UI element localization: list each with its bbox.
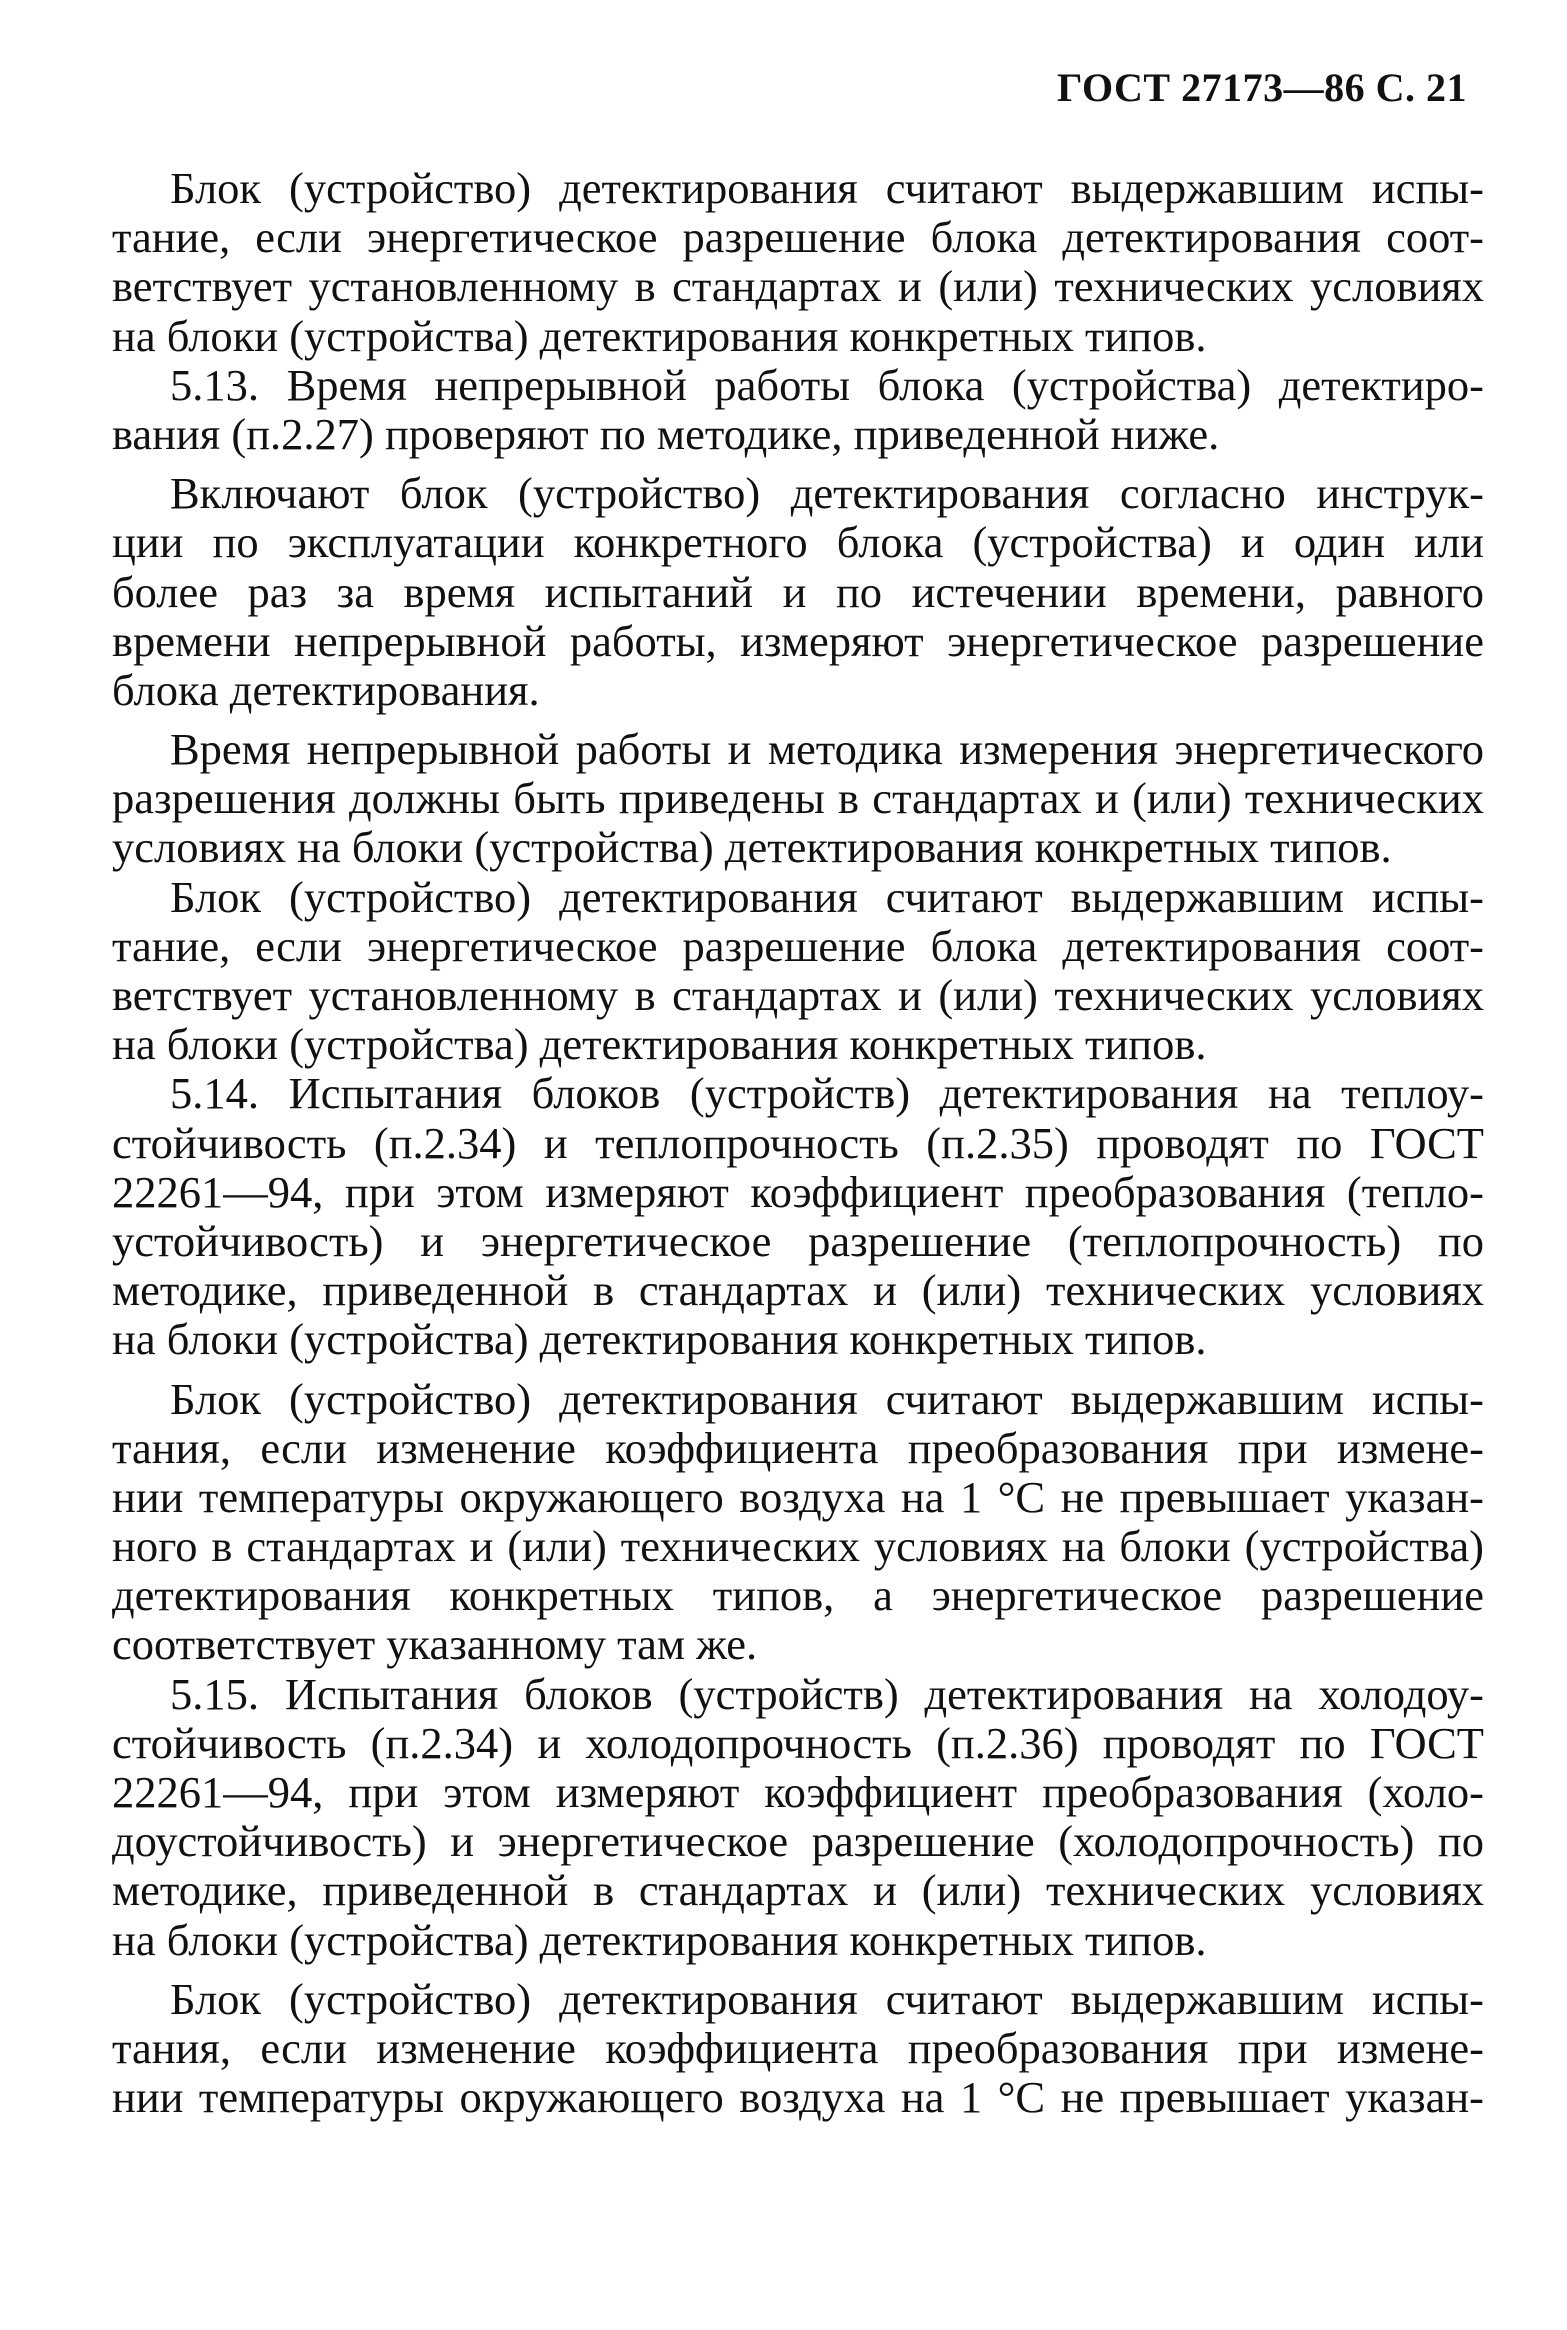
- body-text: [112, 164, 1484, 2122]
- text-line: блока детектирования.: [112, 664, 540, 715]
- text-line: стойчивость (п.2.34) и теплопрочность (п.2.35) проводят по ГОСТ: [112, 1118, 1484, 1168]
- text-line: стойчивость (п.2.34) и холодопрочность (п.2.36) проводят по ГОСТ: [112, 1718, 1484, 1768]
- text-line: ветствует установленному в стандартах и (или) технических условиях: [112, 971, 1484, 1020]
- text-line: Блок (устройство) детектирования считают выдержавшим испы-: [170, 1974, 1484, 2024]
- text-line: соответствует указанному там же.: [112, 1619, 758, 1670]
- text-line: более раз за время испытаний и по истечении времени, равного: [112, 567, 1484, 617]
- running-header: ГОСТ 27173—86 С. 21: [1056, 65, 1467, 110]
- text-line: на блоки (устройства) детектирования конкретных типов.: [112, 1314, 1207, 1365]
- text-line: методике, приведенной в стандартах и (или) технических условиях: [112, 1266, 1484, 1316]
- text-line: детектирования конкретных типов, а энергетическое разрешение: [112, 1571, 1484, 1621]
- text-line: вания (п.2.27) проверяют по методике, приведенной ниже.: [112, 408, 1220, 459]
- text-line: Время непрерывной работы и методика измерения энергетического: [170, 725, 1484, 775]
- text-line: условиях на блоки (устройства) детектирования конкретных типов.: [112, 822, 1392, 873]
- text-line: разрешения должны быть приведены в стандартах и (или) технических: [112, 774, 1484, 824]
- text-line: методике, приведенной в стандартах и (или) технических условиях: [112, 1866, 1484, 1916]
- text-line: устойчивость) и энергетическое разрешение (теплопрочность) по: [112, 1216, 1484, 1266]
- text-line: нии температуры окружающего воздуха на 1 °С не превышает указан-: [112, 1472, 1484, 1522]
- text-line: Блок (устройство) детектирования считают выдержавшим испы-: [170, 1374, 1484, 1424]
- text-line: нии температуры окружающего воздуха на 1 °С не превышает указан-: [112, 2073, 1484, 2123]
- text-line: ветствует установленному в стандартах и (или) технических условиях: [112, 262, 1484, 312]
- text-line: 5.13. Время непрерывной работы блока (устройства) детектиро-: [170, 360, 1484, 410]
- text-line: тание, если энергетическое разрешение блока детектирования соот-: [112, 213, 1484, 263]
- text-line: тания, если изменение коэффициента преобразования при измене-: [112, 2023, 1484, 2073]
- text-line: тания, если изменение коэффициента преобразования при измене-: [112, 1423, 1484, 1473]
- text-line: 22261—94, при этом измеряют коэффициент преобразования (тепло-: [112, 1167, 1484, 1217]
- text-line: ции по эксплуатации конкретного блока (устройства) и один или: [112, 518, 1484, 568]
- text-line: Блок (устройство) детектирования считают выдержавшим испы-: [170, 164, 1484, 213]
- text-line: на блоки (устройства) детектирования конкретных типов.: [112, 1019, 1207, 1070]
- text-line: времени непрерывной работы, измеряют энергетическое разрешение: [112, 616, 1484, 666]
- text-line: Блок (устройство) детектирования считают выдержавшим испы-: [170, 872, 1484, 922]
- text-line: 5.14. Испытания блоков (устройств) детектирования на теплоу-: [170, 1069, 1484, 1119]
- text-line: тание, если энергетическое разрешение блока детектирования соот-: [112, 921, 1484, 971]
- text-line: на блоки (устройства) детектирования конкретных типов.: [112, 310, 1207, 361]
- text-line: 22261—94, при этом измеряют коэффициент преобразования (холо-: [112, 1768, 1484, 1817]
- text-line: на блоки (устройства) детектирования конкретных типов.: [112, 1914, 1207, 1965]
- text-line: ного в стандартах и (или) технических условиях на блоки (устройства): [112, 1522, 1484, 1572]
- text-line: Включают блок (устройство) детектирования согласно инструк-: [170, 469, 1484, 519]
- text-line: доустойчивость) и энергетическое разрешение (холодопрочность) по: [112, 1817, 1484, 1867]
- text-line: 5.15. Испытания блоков (устройств) детектирования на холодоу-: [170, 1669, 1484, 1719]
